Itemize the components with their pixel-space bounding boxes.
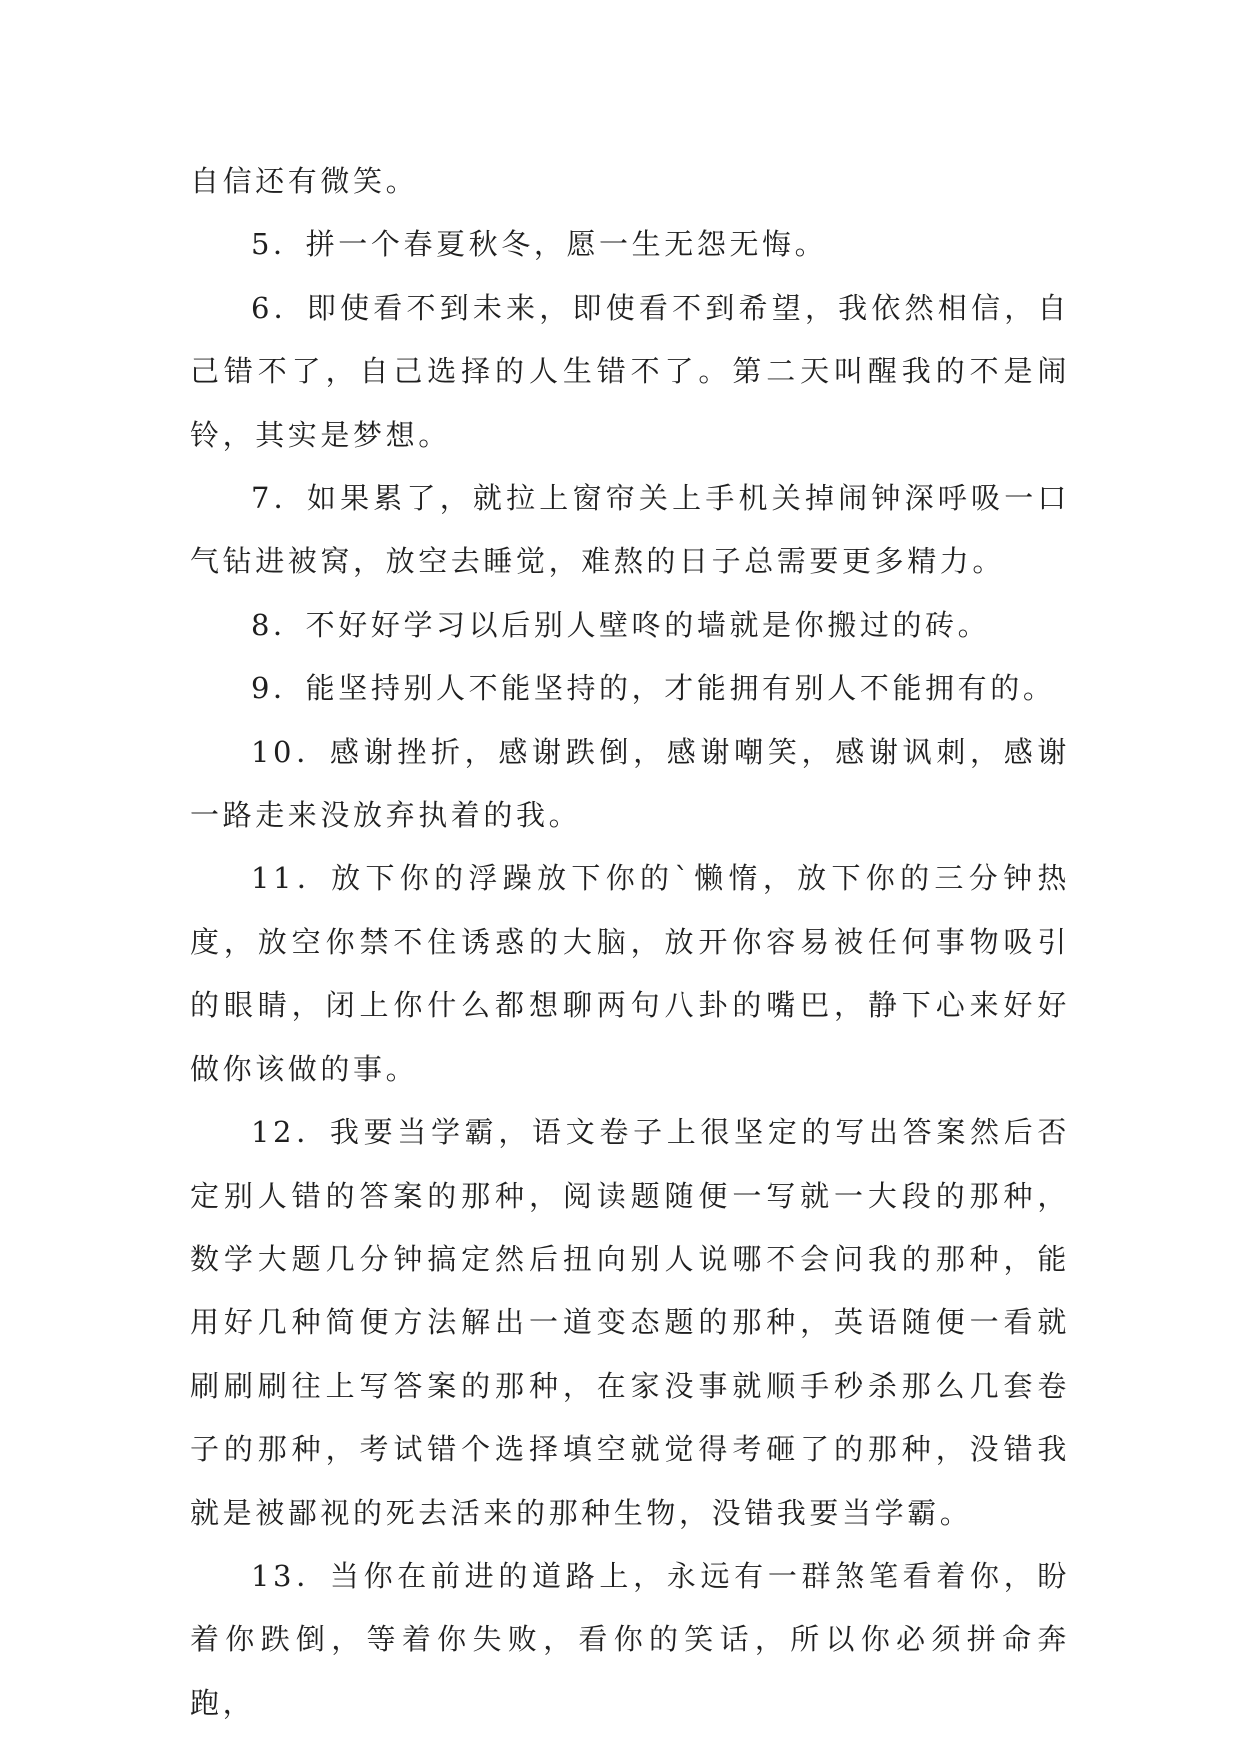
paragraph-item-6: 6．即使看不到未来，即使看不到希望，我依然相信，自己错不了，自己选择的人生错不了。第二天叫醒我的不是闹铃，其实是梦想。: [190, 290, 1070, 452]
document-body: [190, 150, 1070, 1735]
paragraph-item-8: 8．不好好学习以后别人壁咚的墙就是你搬过的砖。: [251, 607, 991, 642]
paragraph-item-9: 9．能坚持别人不能坚持的，才能拥有别人不能拥有的。: [251, 671, 1056, 706]
paragraph-item-10: 10．感谢挫折，感谢跌倒，感谢嘲笑，感谢讽刺，感谢一路走来没放弃执着的我。: [190, 734, 1070, 833]
paragraph-item-13: 13．当你在前进的道路上，永远有一群煞笔看着你，盼着你跌倒，等着你失败，看你的笑话，所以你必须拼命奔跑，: [190, 1558, 1070, 1720]
paragraph-item-7: 7．如果累了，就拉上窗帘关上手机关掉闹钟深呼吸一口气钻进被窝，放空去睡觉，难熬的日子总需要更多精力。: [190, 481, 1070, 579]
paragraph-item-5: 5．拼一个春夏秋冬，愿一生无怨无悔。: [251, 227, 828, 262]
paragraph-item-11: 11．放下你的浮躁放下你的`懒惰，放下你的三分钟热度，放空你禁不住诱惑的大脑，放开你容易被任何事物吸引的眼睛，闭上你什么都想聊两句八卦的嘴巴，静下心来好好做你该做的事。: [190, 861, 1070, 1086]
paragraph-item-12: 12．我要当学霸，语文卷子上很坚定的写出答案然后否定别人错的答案的那种，阅读题随便一写就一大段的那种，数学大题几分钟搞定然后扭向别人说哪不会问我的那种，能用好几种简便方法解出一道变态题的那种，英语随便一看就刷刷刷往上写答案的那种，在家没事就顺手秒杀那么几套卷子的那种，考试错个选择填空就觉得考砸了的那种，没错我就是被鄙视的死去活来的那种生物，没错我要当学霸。: [190, 1115, 1070, 1530]
paragraph-continuation: 自信还有微笑。: [190, 164, 419, 198]
